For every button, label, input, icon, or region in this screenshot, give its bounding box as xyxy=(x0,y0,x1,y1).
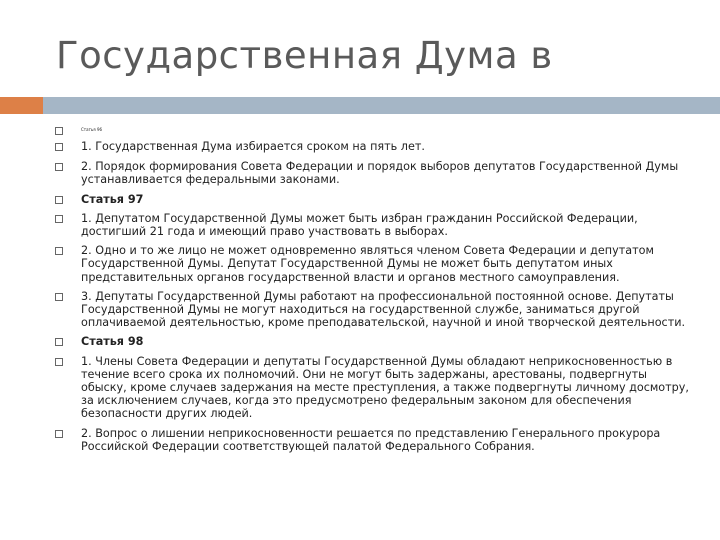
list-item: Статья 96 xyxy=(55,120,695,134)
square-bullet-icon xyxy=(55,358,63,366)
list-item: Статья 98 xyxy=(55,335,695,348)
list-item: 1. Государственная Дума избирается сроком на пять лет. xyxy=(55,140,695,153)
list-item: 1. Депутатом Государственной Думы может быть избран гражданин Российской Федерации, достигший 21 года и имеющий право участвовать в выборах. xyxy=(55,212,695,238)
bullet-list xyxy=(55,120,695,453)
square-bullet-icon xyxy=(55,196,63,204)
square-bullet-icon xyxy=(55,293,63,301)
list-item: 2. Порядок формирования Совета Федерации и порядок выборов депутатов Государственной Думы устанавливается федеральными законами. xyxy=(55,160,695,186)
accent-bar xyxy=(0,97,43,114)
square-bullet-icon xyxy=(55,215,63,223)
square-bullet-icon xyxy=(55,430,63,438)
square-bullet-icon xyxy=(55,163,63,171)
slide-title: Государственная Дума в xyxy=(56,34,553,77)
list-item: 2. Одно и то же лицо не может одновременно являться членом Совета Федерации и депутатом Государственной Думы. Депутат Государственной Думы не может быть депутатом иных представительных органов государственной власти и органов местного самоуправления. xyxy=(55,244,695,284)
list-item: 1. Члены Совета Федерации и депутаты Государственной Думы обладают неприкосновенностью в течение всего срока их полномочий. Они не могут быть задержаны, арестованы, подвергнуты обыску, кроме случаев задержания на месте преступления, а также подвергнуты личному досмотру, за исключением случаев, когда это предусмотрено федеральным законом для обеспечения безопасности других людей. xyxy=(55,355,695,421)
list-item: Статья 97 xyxy=(55,193,695,206)
list-item: 2. Вопрос о лишении неприкосновенности решается по представлению Генерального прокурора Российской Федерации соответствующей палатой Федерального Собрания. xyxy=(55,427,695,453)
square-bullet-icon xyxy=(55,143,63,151)
header-bar xyxy=(43,97,720,114)
square-bullet-icon xyxy=(55,127,63,135)
square-bullet-icon xyxy=(55,247,63,255)
square-bullet-icon xyxy=(55,338,63,346)
list-item: 3. Депутаты Государственной Думы работают на профессиональной постоянной основе. Депутаты Государственной Думы не могут находиться на государственной службе, заниматься другой оплачиваемой деятельностью, кроме преподавательской, научной и иной творческой деятельности. xyxy=(55,290,695,330)
